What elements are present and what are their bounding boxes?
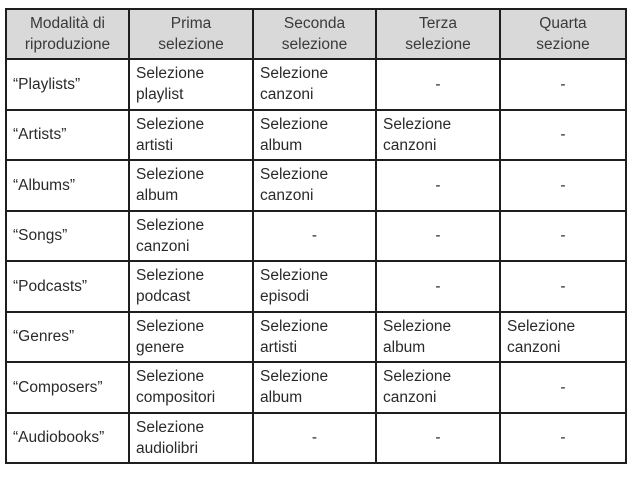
first-selection-cell: Selezione genere [129, 312, 253, 363]
second-selection-cell: Selezione album [253, 362, 376, 413]
third-selection-cell: Selezione canzoni [376, 110, 500, 161]
first-selection-cell: Selezione compositori [129, 362, 253, 413]
first-selection-cell: Selezione artisti [129, 110, 253, 161]
header-playback-mode: Modalità di riproduzione [6, 9, 129, 59]
table-row [6, 413, 626, 464]
playback-mode-cell: “Composers” [6, 362, 129, 413]
header-row [6, 9, 626, 59]
first-selection-cell: Selezione canzoni [129, 211, 253, 262]
header-third-selection: Terza selezione [376, 9, 500, 59]
third-selection-cell: Selezione album [376, 312, 500, 363]
header-fourth-selection: Quarta sezione [500, 9, 626, 59]
playback-mode-table [5, 8, 627, 464]
header-first-selection: Prima selezione [129, 9, 253, 59]
second-selection-cell: Selezione artisti [253, 312, 376, 363]
third-selection-cell: - [376, 160, 500, 211]
second-selection-cell: - [253, 413, 376, 464]
third-selection-cell: Selezione canzoni [376, 362, 500, 413]
fourth-selection-cell: - [500, 362, 626, 413]
table-row [6, 261, 626, 312]
fourth-selection-cell: - [500, 59, 626, 110]
playback-mode-cell: “Playlists” [6, 59, 129, 110]
second-selection-cell: Selezione album [253, 110, 376, 161]
table-row [6, 160, 626, 211]
second-selection-cell: Selezione canzoni [253, 59, 376, 110]
second-selection-cell: Selezione canzoni [253, 160, 376, 211]
third-selection-cell: - [376, 211, 500, 262]
second-selection-cell: Selezione episodi [253, 261, 376, 312]
first-selection-cell: Selezione album [129, 160, 253, 211]
table-row [6, 211, 626, 262]
playback-mode-cell: “Audiobooks” [6, 413, 129, 464]
table-row [6, 59, 626, 110]
third-selection-cell: - [376, 413, 500, 464]
first-selection-cell: Selezione audiolibri [129, 413, 253, 464]
first-selection-cell: Selezione podcast [129, 261, 253, 312]
playback-mode-cell: “Songs” [6, 211, 129, 262]
playback-mode-cell: “Artists” [6, 110, 129, 161]
third-selection-cell: - [376, 261, 500, 312]
fourth-selection-cell: - [500, 160, 626, 211]
playback-mode-cell: “Genres” [6, 312, 129, 363]
third-selection-cell: - [376, 59, 500, 110]
first-selection-cell: Selezione playlist [129, 59, 253, 110]
fourth-selection-cell: - [500, 211, 626, 262]
fourth-selection-cell: - [500, 413, 626, 464]
fourth-selection-cell: - [500, 110, 626, 161]
playback-mode-cell: “Albums” [6, 160, 129, 211]
table-row [6, 312, 626, 363]
header-second-selection: Seconda selezione [253, 9, 376, 59]
table-row [6, 362, 626, 413]
fourth-selection-cell: Selezione canzoni [500, 312, 626, 363]
fourth-selection-cell: - [500, 261, 626, 312]
playback-mode-cell: “Podcasts” [6, 261, 129, 312]
playback-mode-table-container [5, 8, 627, 464]
table-row [6, 110, 626, 161]
second-selection-cell: - [253, 211, 376, 262]
